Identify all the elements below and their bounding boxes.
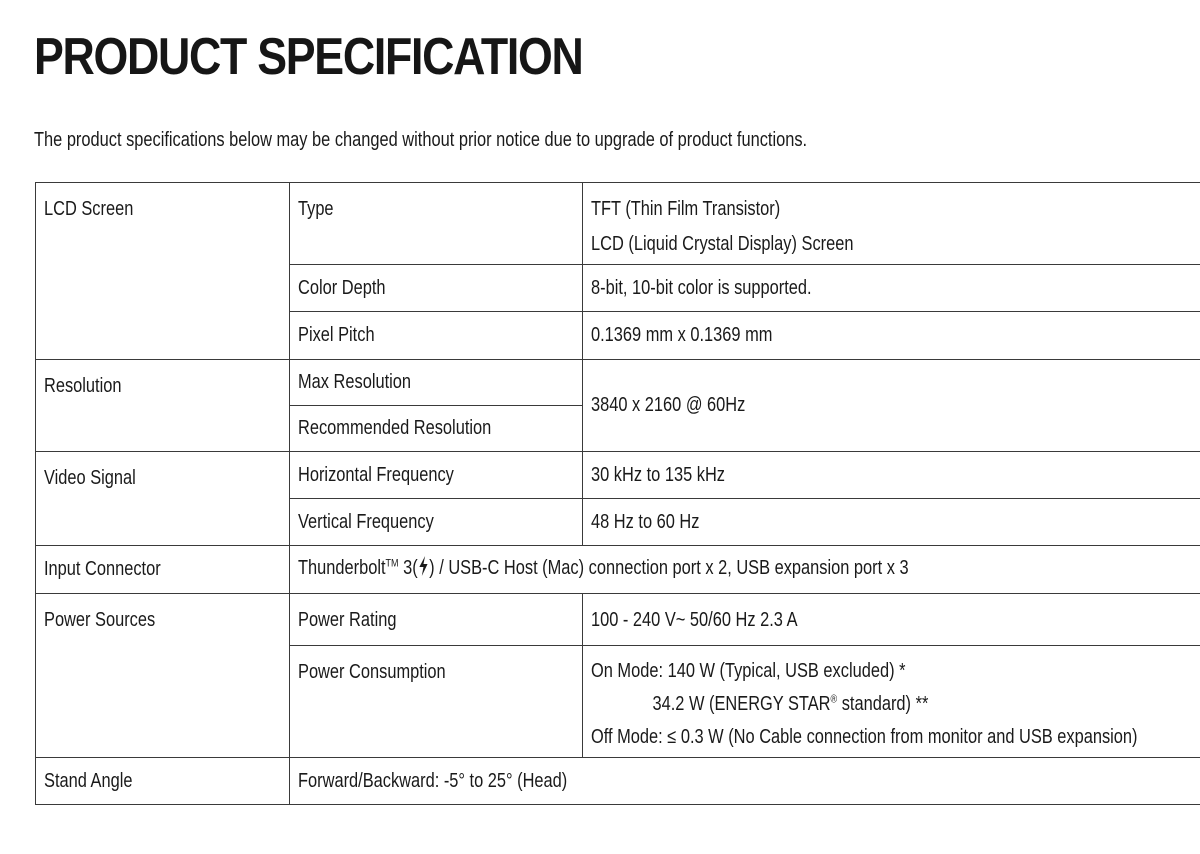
- category-cell: [36, 360, 290, 452]
- thunderbolt-text: Thunderbolt: [298, 556, 386, 579]
- port-version-text: 3(: [398, 556, 418, 579]
- category-label: LCD Screen: [44, 198, 134, 220]
- category-cell: [36, 594, 290, 758]
- spec-label: Max Resolution: [298, 371, 412, 393]
- spec-value-cell: [583, 499, 1200, 546]
- category-cell: [36, 546, 290, 594]
- spec-label: Color Depth: [298, 276, 386, 299]
- spec-label-cell: [290, 594, 583, 646]
- spec-label-cell: [290, 360, 583, 406]
- category-cell: [36, 452, 290, 546]
- spec-label: Type: [298, 198, 334, 220]
- category-label: Stand Angle: [44, 769, 133, 792]
- trademark-mark: TM: [385, 556, 399, 569]
- energy-star-suffix: standard) **: [837, 693, 929, 715]
- spec-value-cell: [290, 758, 1200, 805]
- spec-value: On Mode: 140 W (Typical, USB excluded) *: [591, 660, 906, 682]
- spec-label-cell: [290, 265, 583, 312]
- spec-label: Power Consumption: [298, 661, 446, 683]
- category-label: Resolution: [44, 375, 122, 397]
- page-title: PRODUCT SPECIFICATION: [34, 28, 583, 86]
- table-row: [36, 546, 1200, 594]
- page-subtitle: The product specifications below may be changed without prior notice due to upgrade of product functions.: [34, 129, 808, 151]
- spec-label-cell: [290, 452, 583, 499]
- table-row: [36, 594, 1200, 646]
- spec-label-cell: [290, 499, 583, 546]
- spec-value: 0.1369 mm x 0.1369 mm: [591, 324, 773, 346]
- spec-label: Horizontal Frequency: [298, 463, 454, 486]
- spec-value-cell: [583, 183, 1200, 265]
- spec-value: 100 - 240 V~ 50/60 Hz 2.3 A: [591, 609, 798, 631]
- category-cell: [36, 758, 290, 805]
- port-description-text: ) / USB-C Host (Mac) connection port x 2, USB expansion port x 3: [429, 556, 909, 579]
- spec-value: [591, 688, 928, 721]
- spec-label-cell: [290, 646, 583, 758]
- spec-value: 30 kHz to 135 kHz: [591, 463, 726, 486]
- spec-label: Vertical Frequency: [298, 510, 434, 533]
- spec-value: 48 Hz to 60 Hz: [591, 510, 700, 533]
- spec-value-cell: [583, 646, 1200, 758]
- spec-label: Power Rating: [298, 609, 397, 631]
- spec-value: 8-bit, 10-bit color is supported.: [591, 276, 812, 299]
- registered-mark: ®: [830, 693, 838, 706]
- table-row: [36, 360, 1200, 406]
- spec-value: LCD (Liquid Crystal Display) Screen: [591, 233, 854, 255]
- category-label: Power Sources: [44, 609, 156, 631]
- spec-value-cell: [583, 312, 1200, 360]
- spec-table: [35, 182, 1200, 805]
- spec-label-cell: [290, 406, 583, 452]
- spec-value-cell: [583, 265, 1200, 312]
- table-row: [36, 183, 1200, 265]
- spec-value: Off Mode: ≤ 0.3 W (No Cable connection from monitor and USB expansion): [591, 726, 1138, 748]
- thunderbolt-icon: [418, 554, 429, 589]
- category-label: Input Connector: [44, 558, 161, 580]
- spec-label: Recommended Resolution: [298, 417, 492, 439]
- spec-value-cell: [583, 594, 1200, 646]
- spec-value-cell: [290, 546, 1200, 594]
- spec-label-cell: [290, 183, 583, 265]
- category-cell: [36, 183, 290, 360]
- spec-value: Forward/Backward: -5° to 25° (Head): [298, 769, 568, 792]
- spec-value: [298, 551, 909, 589]
- table-row: [36, 758, 1200, 805]
- spec-value-cell: [583, 452, 1200, 499]
- spec-value: 3840 x 2160 @ 60Hz: [591, 394, 746, 416]
- spec-value: TFT (Thin Film Transistor): [591, 198, 781, 220]
- spec-label: Pixel Pitch: [298, 324, 375, 346]
- table-row: [36, 452, 1200, 499]
- spec-label-cell: [290, 312, 583, 360]
- spec-value-cell: [583, 360, 1200, 452]
- category-label: Video Signal: [44, 467, 136, 489]
- energy-star-text: 34.2 W (ENERGY STAR: [652, 693, 831, 715]
